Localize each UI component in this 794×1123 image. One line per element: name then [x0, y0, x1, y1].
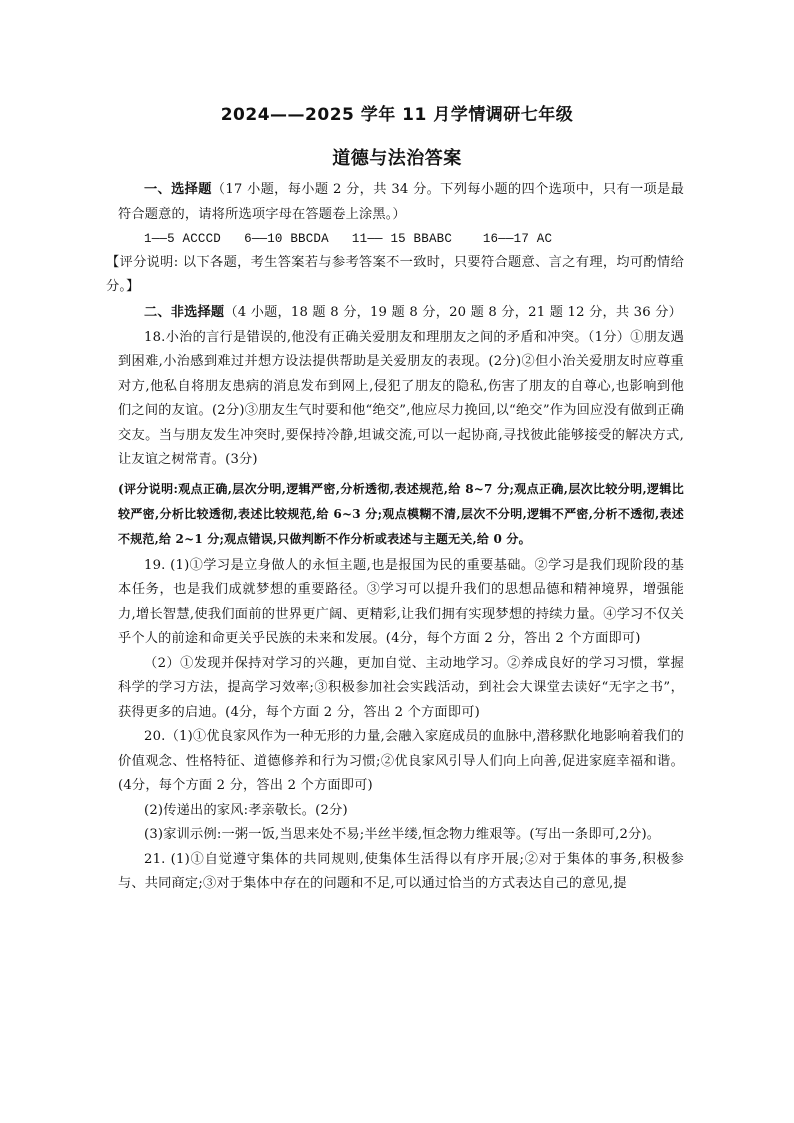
q19-part-1: 19. (1)①学习是立身做人的永恒主题,也是报国为民的重要基础。②学习是我们现阶段的基本任务，也是我们成就梦想的重要路径。③学习可以提升我们的思想品德和精神境界，增强能力,增长智慧,使我们面前的世界更广阔、更精彩,让我们拥有实现梦想的持续力量。④学习不仅关乎个人的前途和命更关乎民族的未来和发展。(4分，每个方面 2 分，答出 2 个方面即可)	[118, 557, 684, 646]
q20-part-1: 20.（1)①优良家风作为一种无形的力量,会融入家庭成员的血脉中,潜移默化地影响着我们的价值观念、性格特征、道德修养和行为习惯;②优良家风引导人们向上向善,促进家庭幸福和谐。(4分，每个方面 2 分，答出 2 个方面即可)	[118, 729, 684, 793]
section-1-heading: 一、选择题	[144, 182, 212, 197]
scoring-note: 【评分说明: 以下各题，考生答案若与参考答案不一致时，只要符合题意、言之有理，均可酌情给分。】	[106, 255, 684, 294]
q18-scoring-note: (评分说明:观点正确,层次分明,逻辑严密,分析透彻,表述规范,给 8~7 分;观点正确,层次比较分明,逻辑比较严密,分析比较透彻,表述比较规范,给 6~3 分;观点模糊不清,层次不分明,逻辑不严密,分析不透彻,表述不规范,给 2~1 分;观点错误,只做判断不作分析或表述与主题无关,给 0 分。	[118, 481, 684, 546]
document-subtitle: 道德与法治答案	[332, 148, 462, 169]
section-2-intro	[118, 301, 684, 326]
q20-part-2: (2)传递出的家风:孝亲敬长。(2分)	[144, 802, 348, 818]
section-2-desc: （4 小题，18 题 8 分，19 题 8 分，20 题 8 分，21 题 12 分，共 36 分）	[224, 305, 683, 320]
q19-part-2: （2）①发现并保持对学习的兴趣，更加自觉、主动地学习。②养成良好的学习习惯，掌握科学的学习方法，提高学习效率;③积极参加社会实践活动，到社会大课堂去读好“无字之书”，获得更多的启迪。(4分，每个方面 2 分，答出 2 个方面即可)	[118, 655, 684, 720]
document-title: 2024——2025 学年 11 月学情调研七年级	[220, 105, 574, 125]
q20-part-3: (3)家训示例:一粥一饭,当思来处不易;半丝半缕,恒念物力维艰等。(写出一条即可,2分)。	[144, 827, 661, 842]
multiple-choice-answers: 1——5 ACCCD 6——10 BBCDA 11—— 15 BBABC 16——17 AC	[144, 232, 553, 246]
q18-answer: 18.小治的言行是错误的,他没有正确关爱朋友和理朋友之间的矛盾和冲突。（1分）①朋友遇到困难,小治感到难过并想方设法提供帮助是关爱朋友的表现。(2分)②但小治关爱朋友时应尊重对方,他私自将朋友患病的消息发布到网上,侵犯了朋友的隐私,伤害了朋友的自尊心,也影响到他们之间的友谊。(2分)③朋友生气时要和他“绝交”,他应尽力挽回,以“绝交”作为回应没有做到正确交友。当与朋友发生冲突时,要保持冷静,坦诚交流,可以一起协商,寻找彼此能够接受的解决方式,让友谊之树常青。(3分)	[118, 329, 684, 467]
section-1-desc: （17 小题，每小题 2 分，共 34 分。下列每小题的四个选项中，只有一项是最符合题意的，请将所选项字母在答题卷上涂黑。）	[118, 182, 684, 222]
section-1-intro	[118, 178, 684, 227]
answer-content	[106, 178, 684, 897]
q21-part-1: 21. (1)①自觉遵守集体的共同规则,使集体生活得以有序开展;②对于集体的事务,积极参与、共同商定;③对于集体中存在的问题和不足,可以通过恰当的方式表达自己的意见,提	[118, 851, 684, 891]
section-2-heading: 二、非选择题	[144, 305, 225, 320]
